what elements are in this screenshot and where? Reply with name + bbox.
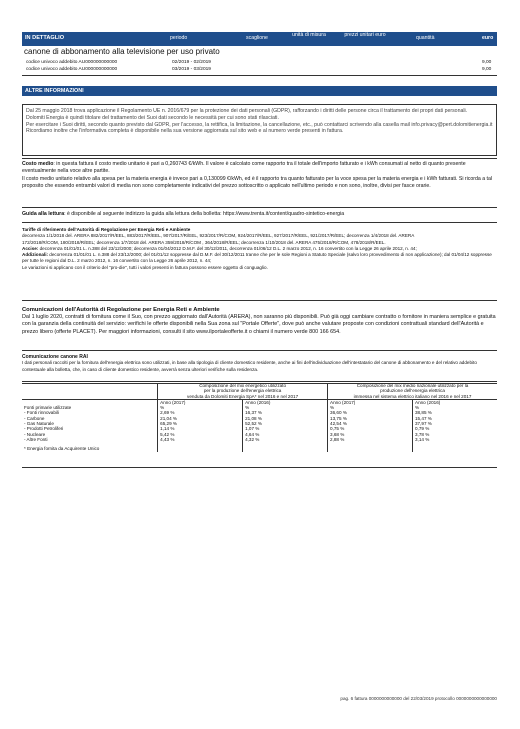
mix-cell: 5,42 % [158, 432, 243, 437]
addizionali-text: decorrenza 01/01/01 L. n.388 del 23/12/2000; del 01/01/12 soppresse dal D.M.F. del 30/12/2011 tranne che per le sole Regioni a Statuto Speciale (salvo loro provvedimento di non applicazione); dal 01/04/12 soppresse per tutte le regioni dal D.L. 2 marzo 2012, n. 16 convertito con la Legge 26 aprile 2012, n. 44; [22, 252, 492, 264]
mix-cell: 65,29 % [158, 421, 243, 426]
costo-medio-label: Costo medio [22, 161, 54, 167]
detail-header-title: IN DETTAGLIO [25, 35, 65, 41]
addizionali-label: Addizionali: [22, 252, 49, 258]
mix-cell: 1,14 % [158, 426, 243, 431]
divider [22, 381, 497, 382]
page-footer: pag. 6 fattura 0000000000000 del 22/03/2019 protocollo 0000000000000000 [340, 696, 497, 701]
mix-row-label: - Fonti rinnovabili [24, 410, 59, 416]
guida-label: Guida alla lettura [22, 211, 65, 217]
mix-cell: 0,75 % [328, 426, 413, 431]
col-periodo: periodo [170, 35, 188, 41]
comunicazioni-text: Dal 1 luglio 2020, contratti di fornitura come il Suo, con prezzo aggiornato dall'Autorità (ARERA), non saranno più disponibili. Può già oggi cambiare contratto o fornitore in maniera semplice e gratuita con la garanzia della continuità del servizio: verifichi le offerte disponibili nella Sua zona sul "Portale Offerte", dove può anche valutare proposte con condizioni contrattuali standard dell'Autorità e prezzo libero (offerte PLACET). Per maggiori informazioni, consulti il sito www.ilportaleofferte.it o chiami il numero verde 800 166 654. [22, 314, 496, 335]
mix-cell: 21,04 % [158, 416, 243, 421]
info-header-title: ALTRE INFORMAZIONI [25, 88, 84, 94]
tariffe-title: Tariffe di riferimento dell'Autorità di Regolazione per Energia Reti e Ambiente [22, 227, 191, 232]
privacy-p3: Per esercitare i Suoi diritti, secondo quanto previsto dal GDPR, per l'accesso, la rettifica, la limitazione, la cancellazione, etc., può contattarci scrivendo alla casella mail info.privacy@pert.dolomitienergia.it [26, 121, 493, 128]
divider [22, 207, 497, 208]
year-col-4: Anno (2016) [413, 399, 498, 405]
guida-text: : è disponibile al seguente indirizzo la guida alla lettura della bolletta: https://www.trenta.it/content/quadro-sintetico-energia [64, 211, 345, 217]
mix-row-label: - Nucleare [24, 431, 46, 437]
unit: % [328, 405, 413, 410]
accise-text: decorrenza 01/01/01 L. n.388 del 23/12/2000; decorrenza 01/04/2012 D.M.F. del 30/12/2011, decorrenza 01/06/12 D.L. 2 marzo 2012, n. 16 convertito con la Legge 26 aprile 2012, n. 44; [38, 245, 417, 251]
sub-row-1-label: codice univoco addebito AU000000000000 [26, 60, 118, 65]
privacy-p1: Dal 25 maggio 2018 trova applicazione il Regolamento UE n. 2016/679 per la protezione dei dati personali (GDPR), rafforzando i diritti delle persone circa il trattamento dei propri dati personali. [26, 108, 468, 114]
mix-cell: 16,37 % [243, 410, 328, 415]
info-header-bar [22, 86, 497, 96]
divider [22, 300, 497, 301]
sub-row-2-period: 03/2019 - 03/2019 [172, 67, 211, 72]
mix-row-label: - Carbone [24, 415, 45, 421]
privacy-p4: Ricordiamo inoltre che l'informativa completa è disponibile nella sua versione aggiornata sul sito web e al numero verde presenti in fattura. [26, 128, 344, 135]
mix-cell: 15,47 % [413, 416, 498, 421]
mix-cell: 4,32 % [243, 437, 328, 442]
mix-cell: 52,52 % [243, 421, 328, 426]
tariffe-note: Le variazioni si applicano con il criterio del "pro-die", tutti i valori presenti in fattura possono essere oggetto di conguaglio. [22, 264, 268, 270]
mix-row-label: - Altre Fonti [24, 436, 48, 442]
mix-cell: 36,60 % [328, 410, 413, 415]
divider [22, 75, 497, 76]
mix-cell: 13,75 % [328, 416, 413, 421]
mix-cell: 42,54 % [328, 421, 413, 426]
mix-cell: 3,14 % [413, 437, 498, 442]
sub-row-1-period: 02/2019 - 02/2019 [172, 60, 211, 65]
rai-title: Comunicazione canone RAI [22, 354, 88, 360]
divider [22, 383, 497, 384]
mix-cell: 37,97 % [413, 421, 498, 426]
unit: % [243, 405, 328, 410]
col-quantita: quantità [416, 35, 435, 41]
costo-medio-text1: : in questa fattura il costo medio unitario è pari a 0,260743 €/kWh. Il valore è calcolato come rapporto tra il totale dell'importo fatturato e i kWh consumati al netto di quanto presente eventualmente nella voce altre partite. [22, 161, 466, 175]
col-scaglione: scaglione [246, 35, 268, 41]
mix-head-right-3: immessa nel sistema elettrico italiano nel 2016 e nel 2017 [353, 393, 472, 399]
sub-row-1-amount: 9,00 [482, 60, 492, 65]
privacy-p2: Dolomiti Energia è quindi titolare del trattamento dei Suoi dati secondo le necessità per cui sono stati rilasciati. [26, 114, 279, 121]
detail-header-bar [22, 32, 497, 46]
rai-section [22, 354, 497, 373]
sub-row-2-label: codice univoco addebito AU000000000000 [26, 67, 118, 72]
mix-row-label: - Prodotti Petroliferi [24, 426, 64, 432]
subscription-title: canone di abbonamento alla televisione per uso privato [24, 47, 220, 56]
mix-cell: 21,08 % [243, 416, 328, 421]
mix-cell: 3,78 % [413, 432, 498, 437]
costo-medio-text2: Il costo medio unitario relativo alla spesa per la materia energia è invece pari a 0,130099 €/kWh, ed è il rapporto tra quanto fatturato per la voce spesa per la materia energia e i kWh fatturati. Si ricorda a tal proposito che essendo entrambi valori di media non sono completamente indicativi del prezzo sottoscritto o applicato nell'ultimo periodo e non sono, inoltre, divisi per fasce orarie. [22, 175, 493, 190]
mix-head-left-2: per la produzione dell'energia elettrica [203, 388, 282, 394]
divider [22, 222, 497, 223]
year-col-3: Anno (2017) [328, 399, 413, 405]
rai-text: I dati personali raccolti per la fornitura dell'energia elettrica sono utilizzati, in base alla tipologia di cliente domestico residente, anche ai fini dell'individuazione dell'intestatario del canone di abbonamento e del relativo addebito contestuale alla bolletta, che, in caso di cliente domestico residente, avverrà senza ulteriori verifiche sulla residenza. [22, 360, 477, 372]
year-col-2: Anno (2016) [243, 399, 328, 405]
sub-row-2-amount: 9,00 [482, 67, 492, 72]
divider [22, 350, 497, 351]
comunicazioni-title: Comunicazioni dell'Autorità di Regolazione per Energia Reti e Ambiente [22, 307, 220, 313]
mix-head-left-1: Composizione del mix energetico utilizzato [199, 383, 286, 388]
mix-row-header: Fonti primarie utilizzate [24, 405, 72, 411]
tariffe-line-2: 172/2018/R/COM, 180/2018/R/EEL; decorrenza 1/7/2018 del. ARERA 359/2018/R/COM , 364/2018/R/EEL; decorrenza 1/10/2018 del. ARERA 475/2018/R/COM, 478/2018/R/EEL. [22, 239, 386, 245]
mix-head-left [158, 383, 328, 399]
col-unita-misura: unità di misura [292, 32, 326, 38]
divider [22, 467, 497, 468]
energy-mix-table [22, 383, 497, 452]
col-prezzi-unitari: prezzi unitari euro [344, 32, 386, 38]
unit: % [158, 405, 243, 410]
mix-cell: 0,79 % [413, 426, 498, 431]
tariffe-section [22, 227, 497, 271]
unit: % [413, 405, 498, 410]
costo-medio-section [22, 161, 497, 191]
mix-cell: 4,43 % [158, 437, 243, 442]
tariffe-line-1: decorrenza 1/1/2018 del. ARERA 882/2017/R/EEL, 883/2017/R/EEL, 907/2017/R/EEL, 923/2017/R/COM, 924/2017/R/EEL, 927/2017/R/EEL, 921/2017/R/EEL; decorrenza 1/4/2018 del. ARERA [22, 233, 415, 239]
mix-head-left-3: venduta da Dolomiti Energia SpA* nel 2016 e nel 2017 [187, 393, 299, 399]
mix-head-right-2: produzione dell'energia elettrica [380, 388, 445, 394]
mix-footnote: * Energia fornita da Acquirente Unico [24, 446, 100, 452]
privacy-box [22, 104, 497, 156]
mix-row-label: - Gas Naturale [24, 421, 54, 427]
mix-cell: 1,07 % [243, 426, 328, 431]
mix-head-right [328, 383, 497, 399]
mix-head-right-1: Composizione del mix medio nazionale utilizzato per la [356, 383, 469, 388]
mix-cell: 2,88 % [328, 437, 413, 442]
comunicazioni-section [22, 307, 497, 336]
guida-section [22, 211, 497, 218]
year-col-1: Anno (2017) [158, 399, 243, 405]
col-euro: euro [482, 35, 494, 41]
mix-cell: 3,68 % [328, 432, 413, 437]
mix-cell: 2,69 % [158, 410, 243, 415]
mix-cell: 38,85 % [413, 410, 498, 415]
divider [22, 158, 497, 159]
mix-cell: 4,64 % [243, 432, 328, 437]
accise-label: Accise: [22, 245, 39, 251]
